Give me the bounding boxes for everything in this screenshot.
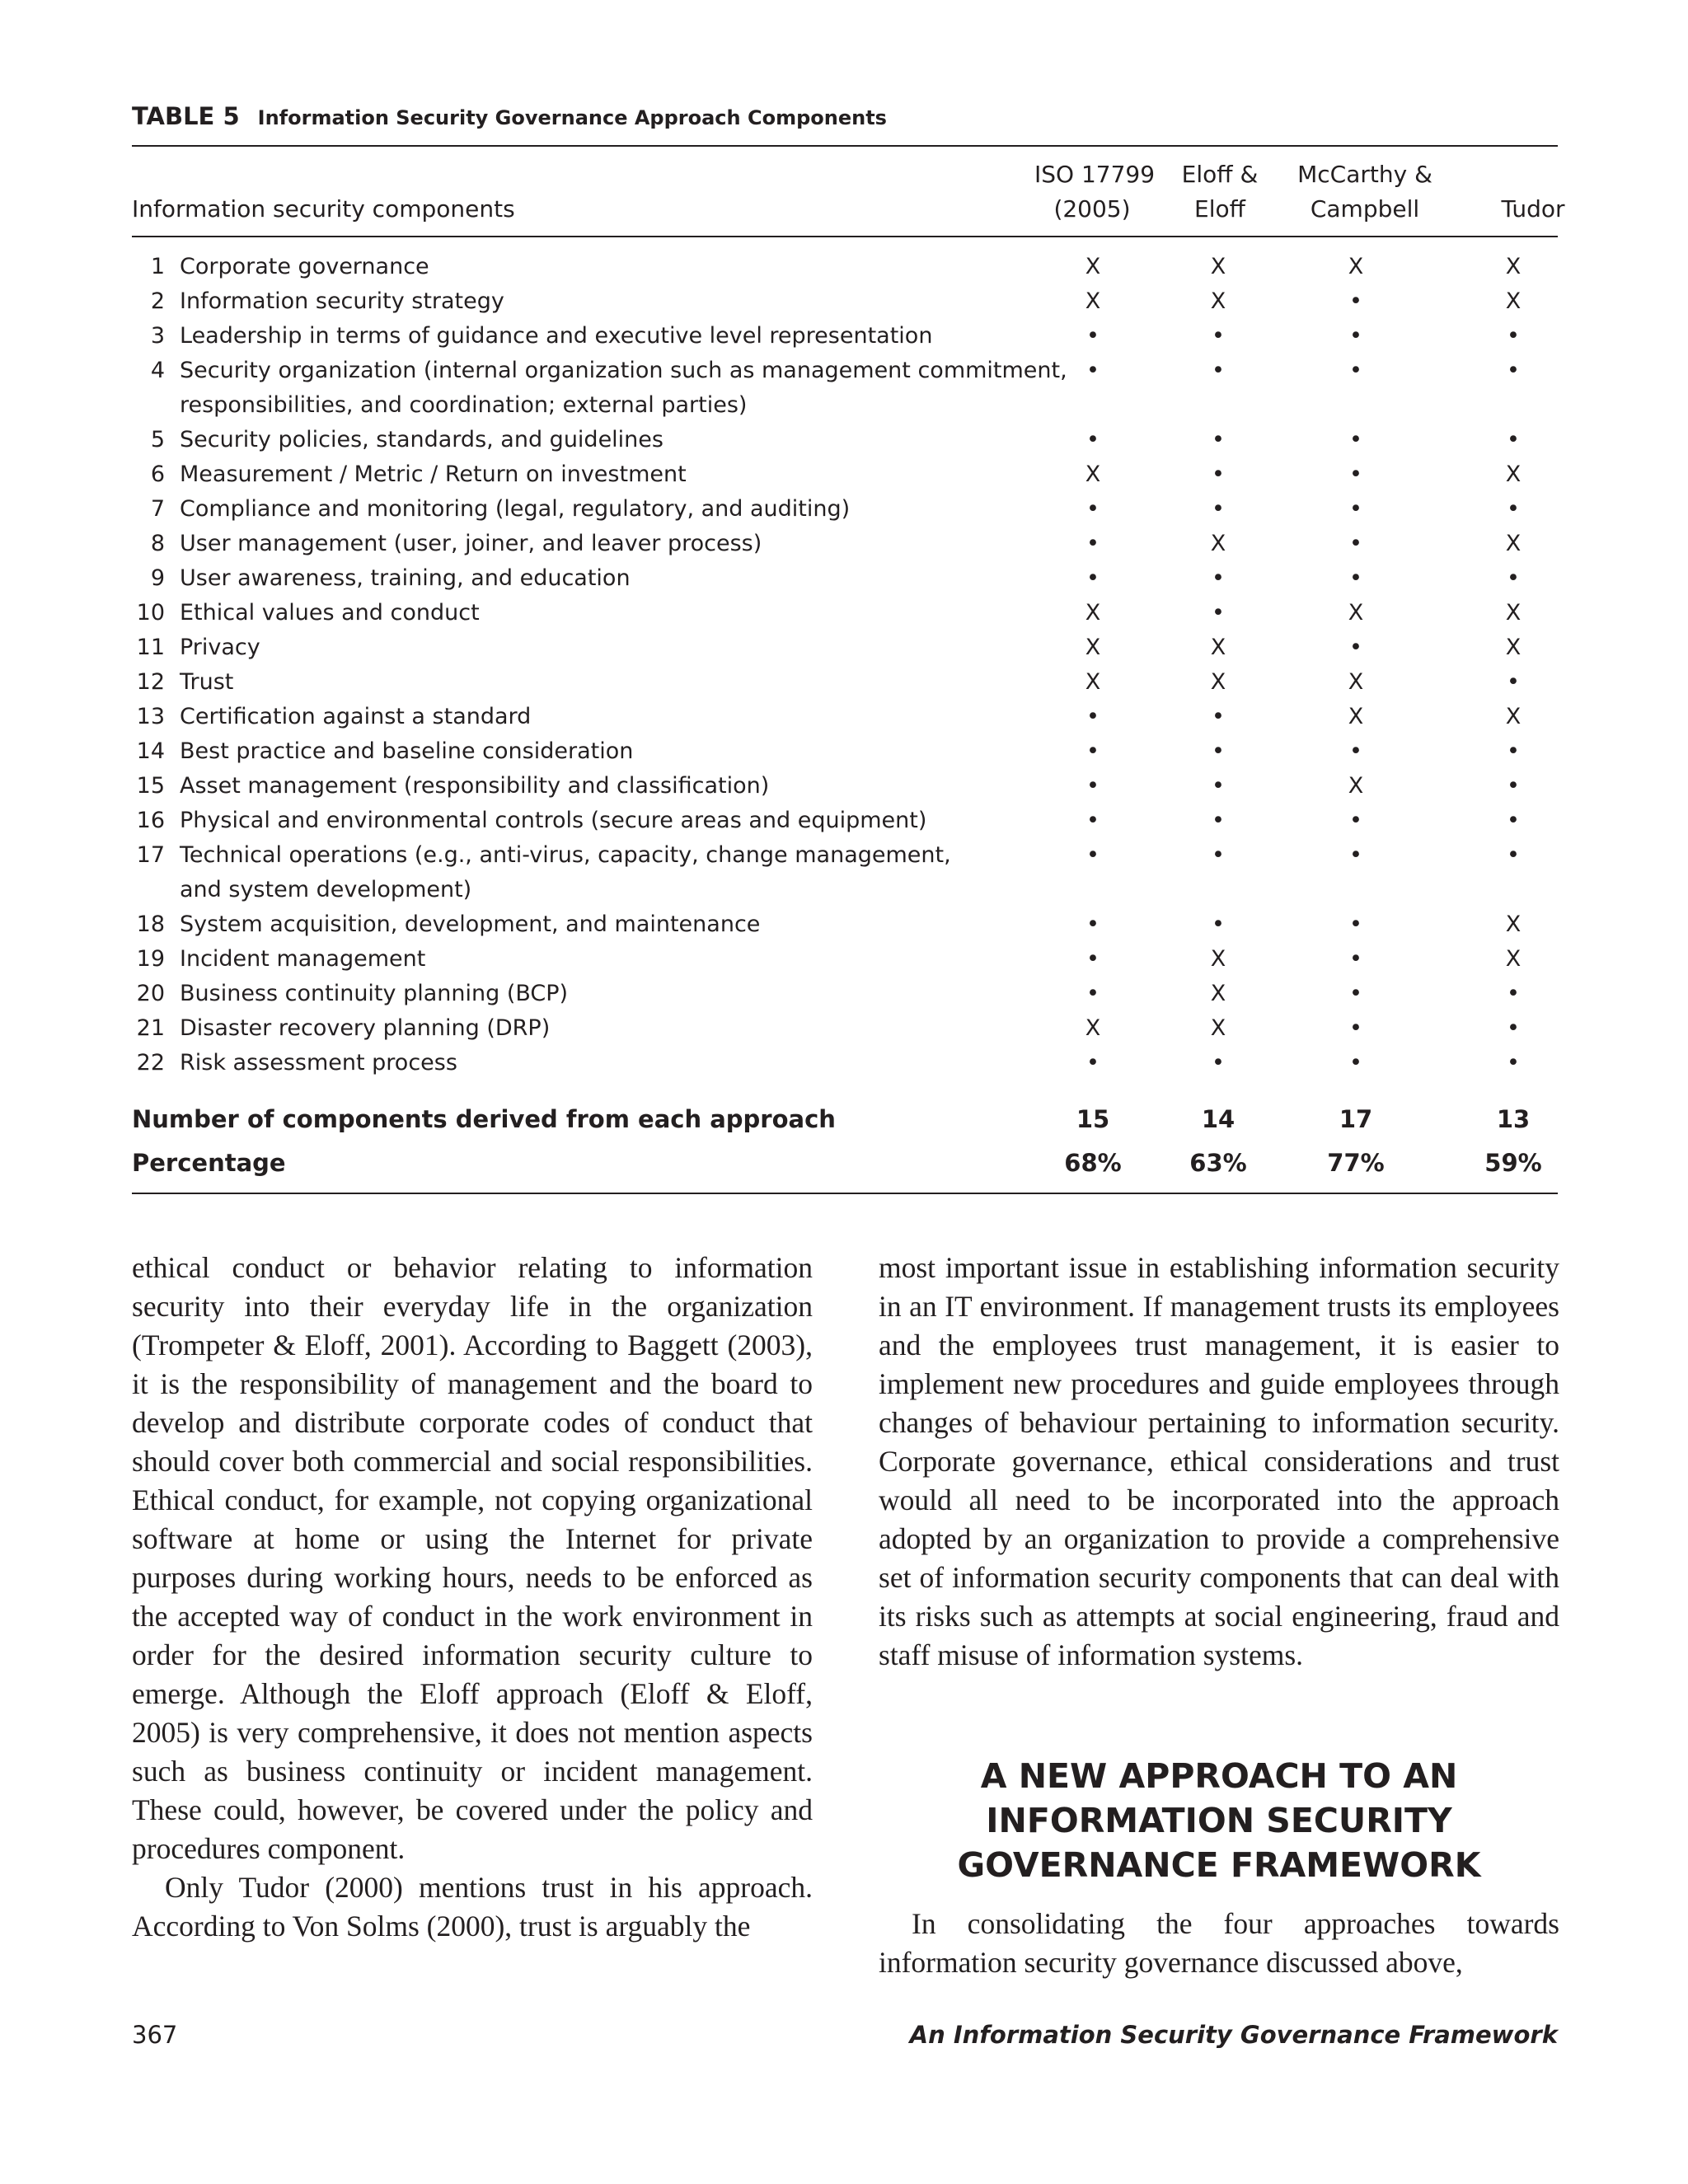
row-number: 18 bbox=[136, 912, 165, 937]
row-number: 20 bbox=[136, 981, 165, 1006]
left-column bbox=[132, 1249, 813, 1946]
row-mark: X bbox=[1210, 635, 1226, 660]
row-mark: • bbox=[1507, 1050, 1520, 1076]
row-description bbox=[180, 1046, 1144, 1080]
row-description bbox=[180, 838, 1144, 907]
row-number: 14 bbox=[136, 738, 165, 764]
table-row bbox=[132, 319, 1558, 354]
row-mark: • bbox=[1349, 462, 1362, 487]
row-description bbox=[180, 665, 1144, 700]
table-header-row bbox=[132, 159, 1565, 232]
row-mark: • bbox=[1086, 496, 1100, 522]
row-mark: • bbox=[1349, 946, 1362, 972]
row-mark: • bbox=[1349, 531, 1362, 556]
count-tudor: 13 bbox=[1496, 1105, 1531, 1133]
row-mark: X bbox=[1210, 288, 1226, 314]
percentage-row bbox=[132, 1146, 1558, 1180]
row-number: 3 bbox=[150, 323, 165, 349]
row-mark: • bbox=[1086, 842, 1100, 868]
row-mark: X bbox=[1505, 254, 1522, 279]
table-row bbox=[132, 734, 1558, 769]
row-mark: • bbox=[1349, 738, 1362, 764]
row-number: 22 bbox=[136, 1050, 165, 1076]
row-mark: • bbox=[1086, 704, 1100, 729]
row-description-line: System acquisition, development, and maintenance bbox=[180, 912, 761, 937]
row-number: 2 bbox=[150, 288, 165, 314]
row-description bbox=[180, 284, 1144, 319]
row-mark: • bbox=[1507, 738, 1520, 764]
table-bottom-rule bbox=[132, 1193, 1558, 1194]
left-paragraph-1: ethical conduct or behavior relating to information security into their everyday life in the organization (Trompeter & Eloff, 2001). According to Baggett (2003), it is the responsibility of management and the board to develop and distribute corporate codes of conduct that should cover both commercial and social responsibilities. Ethical conduct, for example, not copying organizational software at home or using the Internet for private purposes during working hours, needs to be enforced as the accepted way of conduct in the work environment in order for the desired information security culture to emerge. Although the Eloff approach (Eloff & Eloff, 2005) is very comprehensive, it does not mention aspects such as business continuity or incident management. These could, however, be covered under the policy and procedures component. bbox=[132, 1251, 813, 1865]
row-mark: • bbox=[1212, 323, 1225, 349]
running-title: An Information Security Governance Framework bbox=[909, 2021, 1558, 2049]
row-number: 1 bbox=[150, 254, 165, 279]
row-mark: X bbox=[1505, 635, 1522, 660]
row-mark: • bbox=[1086, 773, 1100, 799]
row-mark: X bbox=[1210, 669, 1226, 695]
row-mark: • bbox=[1507, 323, 1520, 349]
table-caption bbox=[132, 102, 887, 130]
row-mark: • bbox=[1212, 1050, 1225, 1076]
row-description-line: Leadership in terms of guidance and executive level representation bbox=[180, 323, 933, 349]
table-row bbox=[132, 769, 1558, 804]
row-mark: • bbox=[1212, 600, 1225, 626]
right-paragraph-1: most important issue in establishing information security in an IT environment. If management trusts its employees and the employees trust management, it is easier to implement new procedures and guide employees through changes of behaviour pertaining to information security. Corporate governance, ethical considerations and trust would all need to be incorporated into the approach adopted by an organization to provide a comprehensive set of information security components that can deal with its risks such as attempts at social engineering, fraud and staff misuse of information systems. bbox=[879, 1251, 1559, 1671]
row-number: 15 bbox=[136, 773, 165, 799]
row-description-line: Information security strategy bbox=[180, 288, 504, 314]
table-row bbox=[132, 527, 1558, 561]
row-mark: • bbox=[1507, 1015, 1520, 1041]
row-mark: • bbox=[1212, 704, 1225, 729]
row-mark: • bbox=[1086, 981, 1100, 1006]
row-mark: X bbox=[1085, 600, 1101, 626]
row-description bbox=[180, 977, 1144, 1011]
row-description bbox=[180, 630, 1144, 665]
row-mark: • bbox=[1349, 565, 1362, 591]
row-mark: • bbox=[1086, 1050, 1100, 1076]
row-description bbox=[180, 596, 1144, 630]
row-number: 11 bbox=[136, 635, 165, 660]
row-mark: X bbox=[1505, 462, 1522, 487]
percentage-iso: 68% bbox=[1064, 1149, 1122, 1177]
row-mark: X bbox=[1505, 531, 1522, 556]
row-description bbox=[180, 942, 1144, 977]
row-mark: • bbox=[1349, 496, 1362, 522]
table-label: TABLE 5 bbox=[132, 102, 240, 130]
row-description-line: Security policies, standards, and guidelines bbox=[180, 427, 663, 452]
table-row bbox=[132, 284, 1558, 319]
row-mark: • bbox=[1086, 358, 1100, 383]
header-mccarthy: McCarthy & Campbell bbox=[1297, 161, 1432, 223]
row-description bbox=[180, 423, 1144, 457]
table-row bbox=[132, 457, 1558, 492]
row-description-line: Security organization (internal organization such as management commitment, bbox=[180, 358, 1067, 383]
row-mark: • bbox=[1349, 912, 1362, 937]
row-number: 5 bbox=[150, 427, 165, 452]
count-mccarthy: 17 bbox=[1339, 1105, 1373, 1133]
row-mark: X bbox=[1085, 462, 1101, 487]
row-description-line: Ethical values and conduct bbox=[180, 600, 480, 626]
row-mark: • bbox=[1212, 565, 1225, 591]
row-mark: • bbox=[1212, 773, 1225, 799]
row-mark: X bbox=[1505, 704, 1522, 729]
row-mark: • bbox=[1212, 912, 1225, 937]
row-mark: X bbox=[1210, 531, 1226, 556]
row-mark: • bbox=[1212, 358, 1225, 383]
row-description bbox=[180, 1011, 1144, 1046]
row-number: 8 bbox=[150, 531, 165, 556]
row-description-line: Corporate governance bbox=[180, 254, 429, 279]
row-mark: • bbox=[1349, 1050, 1362, 1076]
row-description bbox=[180, 457, 1144, 492]
row-mark: • bbox=[1212, 427, 1225, 452]
row-number: 7 bbox=[150, 496, 165, 522]
header-tudor: Tudor bbox=[1501, 195, 1565, 223]
row-mark: X bbox=[1348, 669, 1364, 695]
row-description-line: User management (user, joiner, and leaver process) bbox=[180, 531, 762, 556]
row-mark: X bbox=[1348, 600, 1364, 626]
row-number: 19 bbox=[136, 946, 165, 972]
table-row bbox=[132, 907, 1558, 942]
right-paragraph-2: In consolidating the four approaches towards information security governance discussed above, bbox=[879, 1907, 1559, 1979]
table-row bbox=[132, 423, 1558, 457]
row-description-line: Disaster recovery planning (DRP) bbox=[180, 1015, 551, 1041]
row-mark: • bbox=[1086, 323, 1100, 349]
row-description-line: Compliance and monitoring (legal, regulatory, and auditing) bbox=[180, 496, 851, 522]
row-number: 9 bbox=[150, 565, 165, 591]
right-column-continued bbox=[879, 1905, 1559, 1982]
header-eloff: Eloff & Eloff bbox=[1181, 161, 1259, 223]
row-mark: • bbox=[1349, 288, 1362, 314]
row-mark: X bbox=[1210, 254, 1226, 279]
row-mark: X bbox=[1085, 1015, 1101, 1041]
row-description-line: Asset management (responsibility and classification) bbox=[180, 773, 770, 799]
row-number: 12 bbox=[136, 669, 165, 695]
row-mark: • bbox=[1349, 635, 1362, 660]
row-mark: • bbox=[1349, 981, 1362, 1006]
row-mark: • bbox=[1349, 323, 1362, 349]
row-mark: • bbox=[1086, 427, 1100, 452]
row-description-line: responsibilities, and coordination; external parties) bbox=[180, 392, 748, 418]
row-description bbox=[180, 319, 1144, 354]
row-description-line: User awareness, training, and education bbox=[180, 565, 631, 591]
row-mark: X bbox=[1085, 288, 1101, 314]
table-row bbox=[132, 1046, 1558, 1080]
count-label: Number of components derived from each approach bbox=[132, 1105, 836, 1133]
table-header-rule bbox=[132, 236, 1558, 237]
row-number: 21 bbox=[136, 1015, 165, 1041]
row-number: 10 bbox=[136, 600, 165, 626]
row-description-line: Best practice and baseline consideration bbox=[180, 738, 634, 764]
count-iso: 15 bbox=[1076, 1105, 1110, 1133]
row-description-line: Technical operations (e.g., anti-virus, capacity, change management, bbox=[180, 842, 951, 868]
row-description bbox=[180, 561, 1144, 596]
row-description-line: Privacy bbox=[180, 635, 260, 660]
row-mark: X bbox=[1348, 704, 1364, 729]
table-row bbox=[132, 1011, 1558, 1046]
row-number: 17 bbox=[136, 842, 165, 868]
table-row bbox=[132, 838, 1558, 907]
row-number: 16 bbox=[136, 808, 165, 833]
table-row bbox=[132, 596, 1558, 630]
row-description-line: Certification against a standard bbox=[180, 704, 532, 729]
row-mark: X bbox=[1210, 1015, 1226, 1041]
row-mark: • bbox=[1212, 738, 1225, 764]
row-description bbox=[180, 769, 1144, 804]
row-mark: X bbox=[1210, 946, 1226, 972]
row-mark: • bbox=[1507, 981, 1520, 1006]
row-mark: • bbox=[1507, 773, 1520, 799]
row-mark: • bbox=[1212, 808, 1225, 833]
row-mark: X bbox=[1085, 669, 1101, 695]
row-description bbox=[180, 492, 1144, 527]
row-mark: • bbox=[1507, 358, 1520, 383]
table-body bbox=[132, 250, 1558, 1080]
table-row bbox=[132, 942, 1558, 977]
row-description bbox=[180, 804, 1144, 838]
row-mark: • bbox=[1507, 496, 1520, 522]
row-description bbox=[180, 907, 1144, 942]
row-mark: • bbox=[1212, 496, 1225, 522]
row-mark: • bbox=[1086, 946, 1100, 972]
row-number: 6 bbox=[150, 462, 165, 487]
row-description-line: Business continuity planning (BCP) bbox=[180, 981, 569, 1006]
row-mark: X bbox=[1085, 635, 1101, 660]
percentage-label: Percentage bbox=[132, 1149, 286, 1177]
row-description bbox=[180, 250, 1144, 284]
table-row bbox=[132, 250, 1558, 284]
row-number: 13 bbox=[136, 704, 165, 729]
row-mark: X bbox=[1348, 773, 1364, 799]
header-components-label: Information security components bbox=[132, 195, 515, 223]
table-row bbox=[132, 700, 1558, 734]
row-description-line: Risk assessment process bbox=[180, 1050, 457, 1076]
count-row bbox=[132, 1102, 1558, 1137]
row-mark: • bbox=[1086, 531, 1100, 556]
header-iso: ISO 17799 (2005) bbox=[1034, 161, 1156, 223]
row-mark: X bbox=[1210, 981, 1226, 1006]
row-description-line: Measurement / Metric / Return on investment bbox=[180, 462, 687, 487]
table-top-rule bbox=[132, 145, 1558, 147]
row-mark: X bbox=[1505, 288, 1522, 314]
row-mark: • bbox=[1507, 427, 1520, 452]
row-mark: X bbox=[1505, 600, 1522, 626]
row-description bbox=[180, 527, 1144, 561]
row-mark: • bbox=[1086, 565, 1100, 591]
page-number: 367 bbox=[132, 2021, 178, 2049]
table-row bbox=[132, 354, 1558, 423]
row-number: 4 bbox=[150, 358, 165, 383]
row-mark: • bbox=[1349, 842, 1362, 868]
row-mark: • bbox=[1349, 427, 1362, 452]
percentage-eloff: 63% bbox=[1189, 1149, 1247, 1177]
table-row bbox=[132, 804, 1558, 838]
row-mark: X bbox=[1505, 912, 1522, 937]
table-row bbox=[132, 492, 1558, 527]
row-description-line: Physical and environmental controls (secure areas and equipment) bbox=[180, 808, 927, 833]
row-mark: • bbox=[1086, 912, 1100, 937]
percentage-mccarthy: 77% bbox=[1327, 1149, 1385, 1177]
row-mark: X bbox=[1348, 254, 1364, 279]
row-mark: • bbox=[1507, 565, 1520, 591]
row-mark: • bbox=[1086, 808, 1100, 833]
row-mark: • bbox=[1349, 358, 1362, 383]
row-description bbox=[180, 354, 1144, 423]
table-title: Information Security Governance Approach Components bbox=[257, 106, 887, 129]
row-mark: • bbox=[1349, 808, 1362, 833]
row-description-line: Trust bbox=[180, 669, 234, 695]
left-paragraph-2: Only Tudor (2000) mentions trust in his approach. According to Von Solms (2000), trust is arguably the bbox=[132, 1871, 813, 1943]
row-mark: X bbox=[1505, 946, 1522, 972]
table-row bbox=[132, 561, 1558, 596]
row-mark: • bbox=[1086, 738, 1100, 764]
row-mark: X bbox=[1085, 254, 1101, 279]
row-description bbox=[180, 734, 1144, 769]
row-mark: • bbox=[1212, 842, 1225, 868]
count-eloff: 14 bbox=[1201, 1105, 1236, 1133]
percentage-tudor: 59% bbox=[1484, 1149, 1542, 1177]
row-mark: • bbox=[1507, 669, 1520, 695]
row-description bbox=[180, 700, 1144, 734]
row-description-line: and system development) bbox=[180, 877, 472, 902]
row-mark: • bbox=[1507, 808, 1520, 833]
table-row bbox=[132, 977, 1558, 1011]
right-column bbox=[879, 1249, 1559, 1675]
section-heading: A NEW APPROACH TO AN INFORMATION SECURITY GOVERNANCE FRAMEWORK bbox=[957, 1756, 1481, 1885]
table-row bbox=[132, 665, 1558, 700]
row-description-line: Incident management bbox=[180, 946, 426, 972]
table-row bbox=[132, 630, 1558, 665]
row-mark: • bbox=[1212, 462, 1225, 487]
row-mark: • bbox=[1507, 842, 1520, 868]
row-mark: • bbox=[1349, 1015, 1362, 1041]
